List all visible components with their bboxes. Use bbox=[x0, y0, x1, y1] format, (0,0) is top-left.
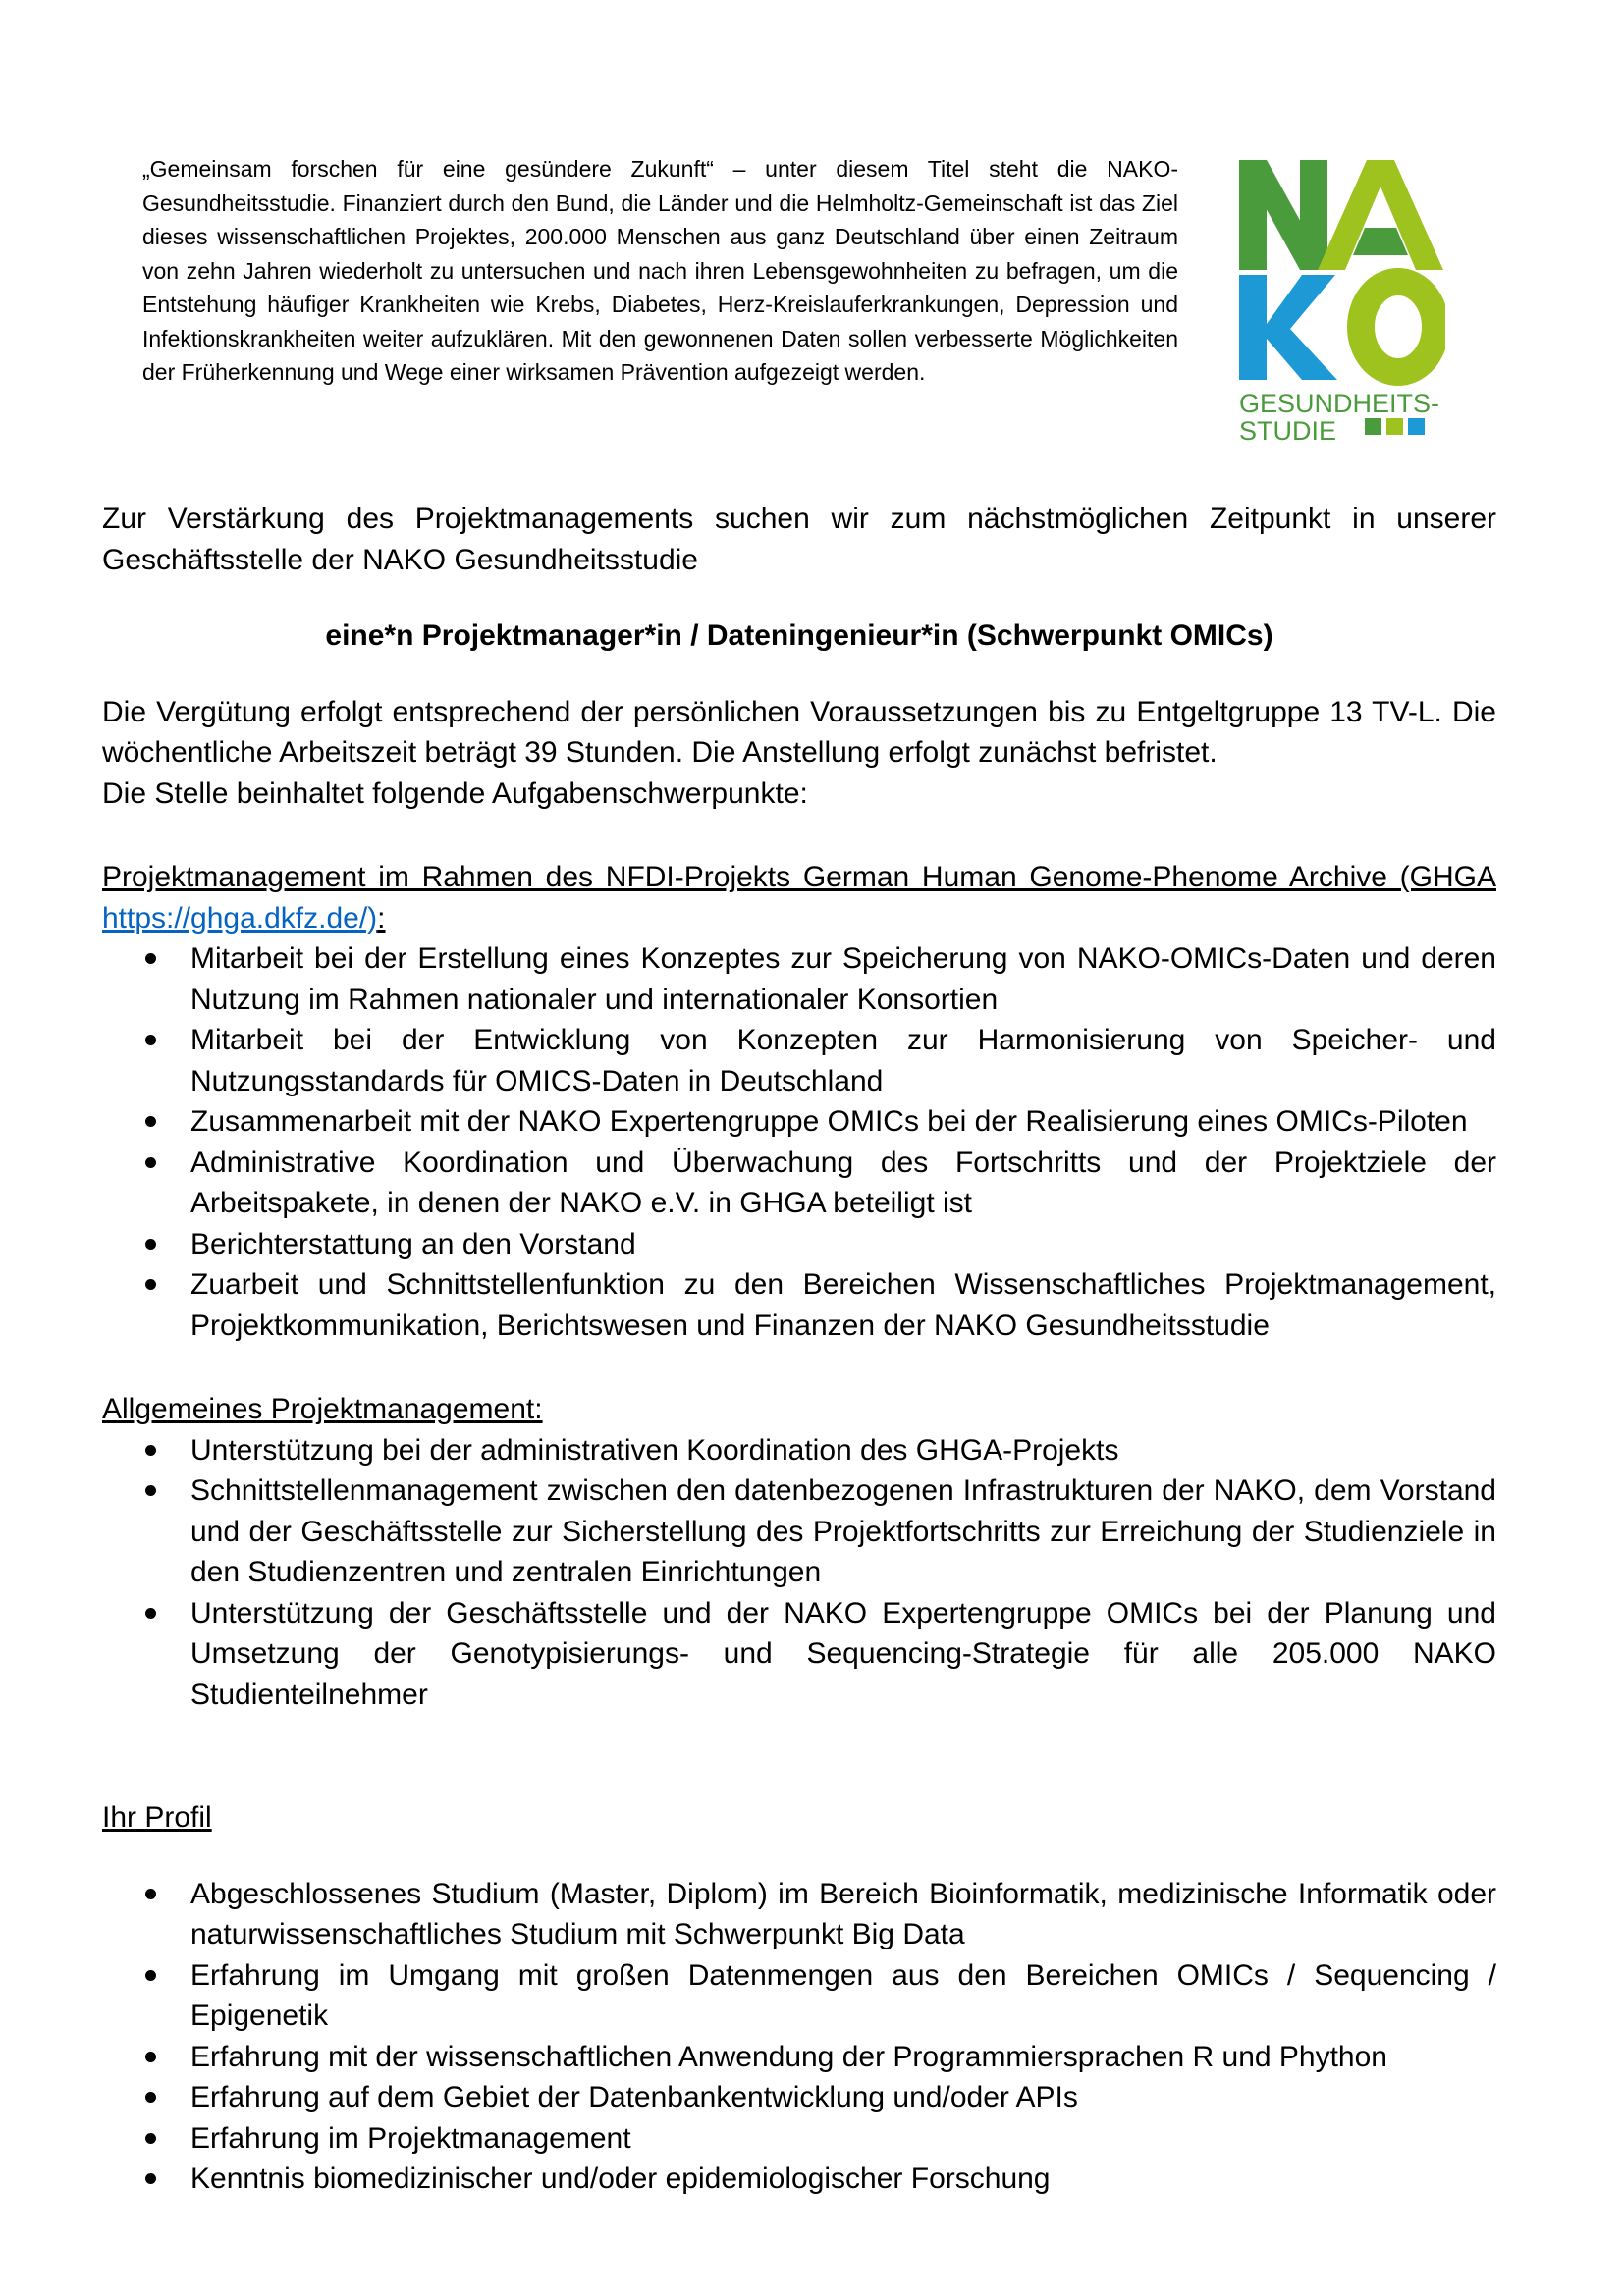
list-item bbox=[102, 2077, 1496, 2118]
bullet-icon bbox=[145, 2133, 156, 2144]
list-item-text: Kenntnis biomedizinischer und/oder epidemiologischer Forschung bbox=[190, 2163, 1051, 2195]
nako-logo-graphic bbox=[1239, 157, 1445, 442]
list-item-text: Mitarbeit bei der Erstellung eines Konzeptes zur Speicherung von NAKO-OMICs-Daten und deren Nutzung im Rahmen nationaler und internationaler Konsortien bbox=[190, 942, 1496, 1016]
tasks-intro: Die Stelle beinhaltet folgende Aufgabenschwerpunkte: bbox=[102, 776, 808, 810]
list-item-text: Unterstützung bei der administrativen Koordination des GHGA-Projekts bbox=[190, 1433, 1119, 1467]
intro-paragraph: „Gemeinsam forschen für eine gesündere Zukunft“ – unter diesem Titel steht die NAKO-Gesundheitsstudie. Finanziert durch den Bund, die Länder und die Helmholtz-Gemeinschaft ist das Ziel dieses wissenschaftlichen Projektes, 200.000 Menschen aus ganz Deutschland über einen Zeitraum von zehn Jahren wiederholt zu untersuchen und nach ihren Lebensgewohnheiten zu befragen, um die Entstehung häufiger Krankheiten wie Krebs, Diabetes, Herz-Kreislauferkrankungen, Depression und Infektionskrankheiten weiter aufzuklären. Mit den gewonnenen Daten sollen verbesserte Möglichkeiten der Früherkennung und Wege einer wirksamen Prävention aufgezeigt werden. bbox=[142, 156, 1178, 385]
section3-heading-text: Ihr Profil bbox=[102, 1801, 212, 1834]
logo-square-2 bbox=[1386, 418, 1403, 435]
logo-square-1 bbox=[1365, 418, 1381, 435]
section2-heading bbox=[102, 1389, 1496, 1430]
bullet-icon bbox=[145, 2052, 156, 2062]
list-item-text: Erfahrung mit der wissenschaftlichen Anwendung der Programmiersprachen R und Phython bbox=[190, 2040, 1387, 2073]
list-item-text: Unterstützung der Geschäftsstelle und der NAKO Expertengruppe OMICs bei der Planung und Umsetzung der Genotypisierungs- und Sequencing-Strategie für alle 205.000 NAKO Studienteilnehmer bbox=[190, 1596, 1496, 1711]
section1-heading-colon: : bbox=[377, 901, 386, 934]
list-item bbox=[102, 1874, 1496, 1955]
logo-o-ring bbox=[1361, 282, 1435, 372]
logo-text-line2: STUDIE bbox=[1239, 416, 1337, 442]
section2-list bbox=[102, 1430, 1496, 1716]
bullet-icon bbox=[145, 2092, 156, 2103]
section1-list bbox=[102, 938, 1496, 1346]
section3-heading bbox=[102, 1797, 1496, 1839]
bullet-icon bbox=[145, 1485, 156, 1496]
list-item-text: Zusammenarbeit mit der NAKO Expertengruppe OMICs bei der Realisierung eines OMICs-Piloten bbox=[190, 1105, 1468, 1138]
list-item-text: Erfahrung im Umgang mit großen Datenmengen aus den Bereichen OMICs / Sequencing / Epigenetik bbox=[190, 1958, 1496, 2032]
list-item bbox=[102, 2159, 1496, 2200]
list-item bbox=[102, 1020, 1496, 1101]
list-item bbox=[102, 1955, 1496, 2037]
job-title: eine*n Projektmanager*in / Dateningenieur*in (Schwerpunkt OMICs) bbox=[325, 619, 1273, 652]
logo-n-right-stem bbox=[1300, 160, 1327, 270]
list-item bbox=[102, 938, 1496, 1020]
bullet-icon bbox=[145, 1035, 156, 1045]
list-item-text: Erfahrung im Projektmanagement bbox=[190, 2121, 631, 2155]
list-item-text: Zuarbeit und Schnittstellenfunktion zu den Bereichen Wissenschaftliches Projektmanagement, Projektkommunikation, Berichtswesen und Finanzen der NAKO Gesundheitsstudie bbox=[190, 1268, 1496, 1342]
bullet-icon bbox=[145, 1608, 156, 1619]
list-item bbox=[102, 1143, 1496, 1224]
logo-k-arms bbox=[1267, 275, 1337, 380]
list-item-text: Abgeschlossenes Studium (Master, Diplom) im Bereich Bioinformatik, medizinische Informatik oder naturwissenschaftliches Studium mit Schwerpunkt Big Data bbox=[190, 1877, 1496, 1950]
list-item bbox=[102, 1224, 1496, 1265]
bullet-icon bbox=[145, 1157, 156, 1168]
list-item bbox=[102, 2118, 1496, 2160]
logo-text-line1: GESUNDHEITS- bbox=[1239, 389, 1440, 418]
list-item-text: Berichterstattung an den Vorstand bbox=[190, 1227, 636, 1260]
list-item bbox=[102, 1430, 1496, 1471]
ghga-link[interactable]: https://ghga.dkfz.de/) bbox=[102, 901, 378, 934]
bullet-icon bbox=[145, 1970, 156, 1981]
nako-logo bbox=[1239, 157, 1445, 442]
bullet-icon bbox=[145, 1889, 156, 1899]
job-posting-body bbox=[102, 499, 1496, 2200]
list-item bbox=[102, 1593, 1496, 1716]
bullet-icon bbox=[145, 1279, 156, 1290]
list-item bbox=[102, 1101, 1496, 1143]
section1-heading-text: Projektmanagement im Rahmen des NFDI-Projekts German Human Genome-Phenome Archive (GHGA bbox=[102, 861, 1496, 893]
section3-list bbox=[102, 1874, 1496, 2200]
logo-square-3 bbox=[1408, 418, 1425, 435]
bullet-icon bbox=[145, 1239, 156, 1250]
section1-heading bbox=[102, 857, 1496, 938]
bullet-icon bbox=[145, 1445, 156, 1456]
list-item bbox=[102, 1264, 1496, 1346]
bullet-icon bbox=[145, 1116, 156, 1127]
section2-heading-text: Allgemeines Projektmanagement: bbox=[102, 1393, 543, 1425]
logo-k-stem bbox=[1239, 275, 1267, 380]
terms-paragraph: Die Vergütung erfolgt entsprechend der persönlichen Voraussetzungen bis zu Entgeltgruppe 13 TV-L. Die wöchentliche Arbeitszeit beträgt 39 Stunden. Die Anstellung erfolgt zunächst befristet. bbox=[102, 695, 1496, 769]
list-item-text: Erfahrung auf dem Gebiet der Datenbankentwicklung und/oder APIs bbox=[190, 2081, 1078, 2113]
bullet-icon bbox=[145, 953, 156, 964]
list-item-text: Mitarbeit bei der Entwicklung von Konzepten zur Harmonisierung von Speicher- und Nutzungsstandards für OMICS-Daten in Deutschland bbox=[190, 1024, 1496, 1097]
list-item bbox=[102, 1470, 1496, 1593]
list-item bbox=[102, 2037, 1496, 2078]
list-item-text: Schnittstellenmanagement zwischen den datenbezogenen Infrastrukturen der NAKO, dem Vorstand und der Geschäftsstelle zur Sicherstellung des Projektfortschritts zur Erreichung der Studienziele in den Studienzentren und zentralen Einrichtungen bbox=[190, 1474, 1496, 1588]
opening-paragraph: Zur Verstärkung des Projektmanagements suchen wir zum nächstmöglichen Zeitpunkt in unserer Geschäftsstelle der NAKO Gesundheitsstudie bbox=[102, 503, 1496, 576]
bullet-icon bbox=[145, 2173, 156, 2184]
list-item-text: Administrative Koordination und Überwachung des Fortschritts und der Projektziele der Arbeitspakete, in denen der NAKO e.V. in GHGA beteiligt ist bbox=[190, 1146, 1496, 1219]
